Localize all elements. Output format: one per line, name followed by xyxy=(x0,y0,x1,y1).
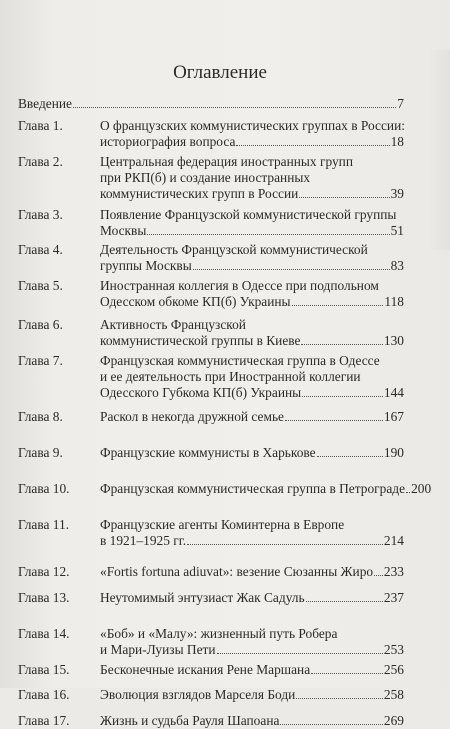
toc-entry-text: историография вопроса xyxy=(100,134,236,149)
toc-entry-text: Жизнь и судьба Рауля Шапоана xyxy=(100,713,280,728)
toc-entry-text: коммунистических групп в России xyxy=(100,186,299,201)
toc-page-number: 83 xyxy=(390,258,404,273)
toc-entry-text: Французские коммунисты в Харькове xyxy=(100,445,316,460)
dot-leader xyxy=(236,144,389,146)
dot-leader xyxy=(280,723,382,725)
toc-entry-text: Французская коммунистическая группа в Петрограде xyxy=(100,481,406,496)
toc-page-number: 200 xyxy=(411,481,432,496)
toc-chapter-label: Глава 13. xyxy=(18,590,70,605)
toc-entry-text: Центральная федерация иностранных групп xyxy=(100,154,354,169)
toc-entry-text: Эволюция взглядов Марселя Боди xyxy=(100,687,296,702)
toc-page-number: 167 xyxy=(383,409,404,424)
toc-entry-body xyxy=(100,242,404,274)
toc-entry-text: Введение xyxy=(18,96,72,111)
page-title: Оглавление xyxy=(173,62,267,83)
toc-chapter-label: Глава 14. xyxy=(18,626,70,641)
dot-leader xyxy=(217,652,383,654)
toc-chapter-label: Глава 7. xyxy=(18,353,63,368)
dot-leader xyxy=(299,196,389,198)
toc-entry-body xyxy=(100,590,404,606)
dot-leader xyxy=(406,491,410,493)
toc-entry-body xyxy=(100,118,404,150)
toc-chapter-label: Глава 1. xyxy=(18,118,63,133)
dot-leader xyxy=(187,543,383,545)
toc-entry-body xyxy=(100,713,404,729)
toc-entry-body xyxy=(100,445,404,461)
dot-leader xyxy=(302,395,383,397)
dot-leader xyxy=(285,419,383,421)
toc-entry-text: в 1921–1925 гг. xyxy=(100,533,187,548)
toc-entry-text: при РКП(б) и создание иностранных xyxy=(100,170,311,185)
dot-leader xyxy=(306,600,383,602)
toc-chapter-label: Глава 8. xyxy=(18,409,63,424)
toc-page-number: 258 xyxy=(383,687,404,702)
toc-entry-body xyxy=(100,317,404,349)
toc-entry-body xyxy=(100,626,404,658)
toc-entry-text: Французская коммунистическая группа в Одессе xyxy=(100,353,380,368)
toc-page-number: 39 xyxy=(390,186,404,201)
toc-entry-text: Москвы xyxy=(100,223,147,238)
toc-entry-text: Французские агенты Коминтерна в Европе xyxy=(100,517,345,532)
toc-page-number: 233 xyxy=(383,564,404,579)
toc-entry-body xyxy=(100,687,404,703)
toc-entry-text: Иностранная коллегия в Одессе при подпольном xyxy=(100,278,379,293)
toc-entry-body xyxy=(100,154,404,202)
toc-chapter-label: Глава 9. xyxy=(18,445,63,460)
toc-chapter-label: Глава 11. xyxy=(18,517,70,532)
toc-entry-text: Появление Французской коммунистической группы xyxy=(100,207,397,222)
toc-page-number: 256 xyxy=(383,662,404,677)
toc-entry-body xyxy=(100,409,404,425)
toc-chapter-label: Глава 10. xyxy=(18,481,70,496)
toc-page-number: 214 xyxy=(383,533,404,548)
toc-chapter-label: Глава 16. xyxy=(18,687,70,702)
toc-chapter-label: Глава 4. xyxy=(18,242,63,257)
toc-entry-body xyxy=(100,481,432,497)
dot-leader xyxy=(296,697,383,699)
toc-page-number: 237 xyxy=(383,590,404,605)
toc-page-number: 253 xyxy=(383,642,404,657)
toc-page-number: 144 xyxy=(383,385,404,400)
toc-chapter-label: Глава 5. xyxy=(18,278,63,293)
toc-entry-text: Одесском обкоме КП(б) Украины xyxy=(100,294,291,309)
toc-chapter-label: Глава 3. xyxy=(18,207,63,222)
toc-entry-body xyxy=(100,278,404,310)
toc-entry-body xyxy=(100,517,404,549)
toc-entry-text: О французских коммунистических группах в России: xyxy=(100,118,405,133)
toc-page-number: 190 xyxy=(383,445,404,460)
toc-chapter-label: Глава 12. xyxy=(18,564,70,579)
dot-leader xyxy=(374,574,383,576)
toc-chapter-label: Глава 15. xyxy=(18,662,70,677)
toc-page-number: 51 xyxy=(390,223,404,238)
toc-entry-text: «Fortis fortuna adiuvat»: везение Сюзанны Жиро xyxy=(100,564,374,579)
toc-page-number: 269 xyxy=(383,713,404,728)
toc-entry-text: Деятельность Французской коммунистической xyxy=(100,242,368,257)
toc-entry-text: группы Москвы xyxy=(100,258,192,273)
toc-entry-text: и Мари-Луизы Пети xyxy=(100,642,216,657)
toc-entry-body xyxy=(100,353,404,401)
dot-leader xyxy=(301,343,382,345)
toc-entry-text: Бесконечные искания Рене Маршана xyxy=(100,662,311,677)
toc-chapter-label: Глава 17. xyxy=(18,713,70,728)
toc-entry-body xyxy=(100,564,404,580)
dot-leader xyxy=(292,304,384,306)
toc-entry-body xyxy=(100,662,404,678)
toc-page-number: 18 xyxy=(390,134,404,149)
dot-leader xyxy=(147,233,389,235)
dot-leader xyxy=(317,455,383,457)
toc-entry-body xyxy=(100,207,404,239)
toc-chapter-label: Глава 6. xyxy=(18,317,63,332)
toc-entry-text: Раскол в некогда дружной семье xyxy=(100,409,284,424)
dot-leader xyxy=(311,672,383,674)
toc-page-number: 7 xyxy=(397,96,404,111)
toc-entry-text: «Боб» и «Малу»: жизненный путь Робера xyxy=(100,626,338,641)
toc-entry-text: Активность Французской xyxy=(100,317,246,332)
toc-page-number: 130 xyxy=(383,333,404,348)
toc-page-number: 118 xyxy=(384,294,404,309)
toc-entry-text: Одесского Губкома КП(б) Украины xyxy=(100,385,302,400)
toc-entry-text: коммунистической группы в Киеве xyxy=(100,333,301,348)
toc-entry-text: Неутомимый энтузиаст Жак Садуль xyxy=(100,590,305,605)
toc-entry-text: и ее деятельность при Иностранной коллегии xyxy=(100,369,361,384)
toc-chapter-label: Глава 2. xyxy=(18,154,63,169)
dot-leader xyxy=(73,106,396,108)
dot-leader xyxy=(193,268,390,270)
